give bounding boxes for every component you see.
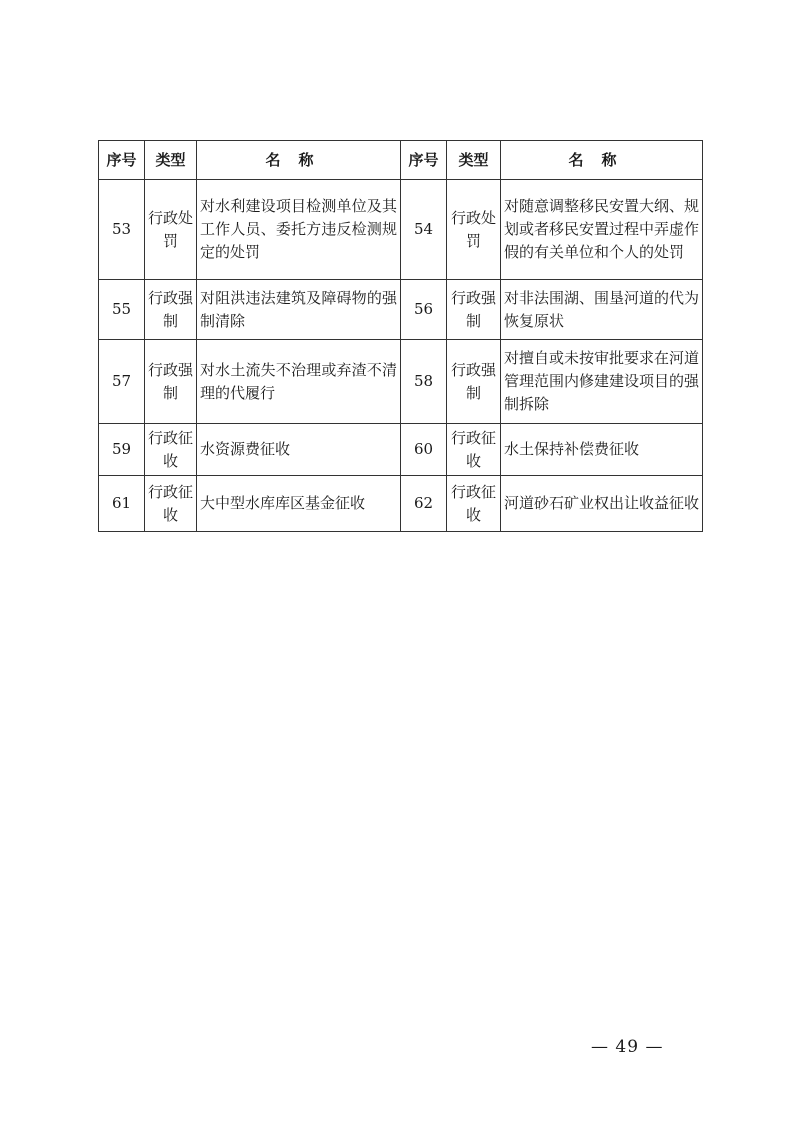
table-row	[99, 340, 703, 424]
item-name: 大中型水库库区基金征收	[197, 476, 401, 532]
item-name: 对阻洪违法建筑及障碍物的强制清除	[197, 280, 401, 340]
item-type: 行政强制	[145, 340, 197, 424]
item-number: 55	[99, 280, 145, 340]
header-no: 序号	[401, 141, 447, 180]
item-number: 57	[99, 340, 145, 424]
item-type: 行政征收	[447, 424, 501, 476]
item-number: 53	[99, 180, 145, 280]
item-number: 56	[401, 280, 447, 340]
table-row	[99, 180, 703, 280]
item-name: 对非法围湖、围垦河道的代为恢复原状	[501, 280, 703, 340]
item-table	[98, 140, 703, 532]
item-type: 行政强制	[447, 340, 501, 424]
item-type: 行政强制	[145, 280, 197, 340]
item-name: 对擅自或未按审批要求在河道管理范围内修建建设项目的强制拆除	[501, 340, 703, 424]
item-number: 58	[401, 340, 447, 424]
header-name: 名称	[501, 141, 703, 180]
item-type: 行政征收	[447, 476, 501, 532]
item-name: 对水土流失不治理或弃渣不清理的代履行	[197, 340, 401, 424]
item-number: 62	[401, 476, 447, 532]
item-type: 行政强制	[447, 280, 501, 340]
item-name: 对随意调整移民安置大纲、规划或者移民安置过程中弄虚作假的有关单位和个人的处罚	[501, 180, 703, 280]
item-name: 河道砂石矿业权出让收益征收	[501, 476, 703, 532]
page-number: — 49 —	[591, 1037, 664, 1057]
table-row	[99, 280, 703, 340]
header-type: 类型	[145, 141, 197, 180]
item-type: 行政处罚	[447, 180, 501, 280]
table-row	[99, 476, 703, 532]
header-row	[99, 141, 703, 180]
item-number: 61	[99, 476, 145, 532]
header-name: 名称	[197, 141, 401, 180]
item-type: 行政处罚	[145, 180, 197, 280]
item-name: 对水利建设项目检测单位及其工作人员、委托方违反检测规定的处罚	[197, 180, 401, 280]
item-number: 54	[401, 180, 447, 280]
item-name: 水土保持补偿费征收	[501, 424, 703, 476]
item-type: 行政征收	[145, 476, 197, 532]
header-type: 类型	[447, 141, 501, 180]
header-no: 序号	[99, 141, 145, 180]
item-name: 水资源费征收	[197, 424, 401, 476]
item-type: 行政征收	[145, 424, 197, 476]
item-number: 59	[99, 424, 145, 476]
item-number: 60	[401, 424, 447, 476]
table-row	[99, 424, 703, 476]
